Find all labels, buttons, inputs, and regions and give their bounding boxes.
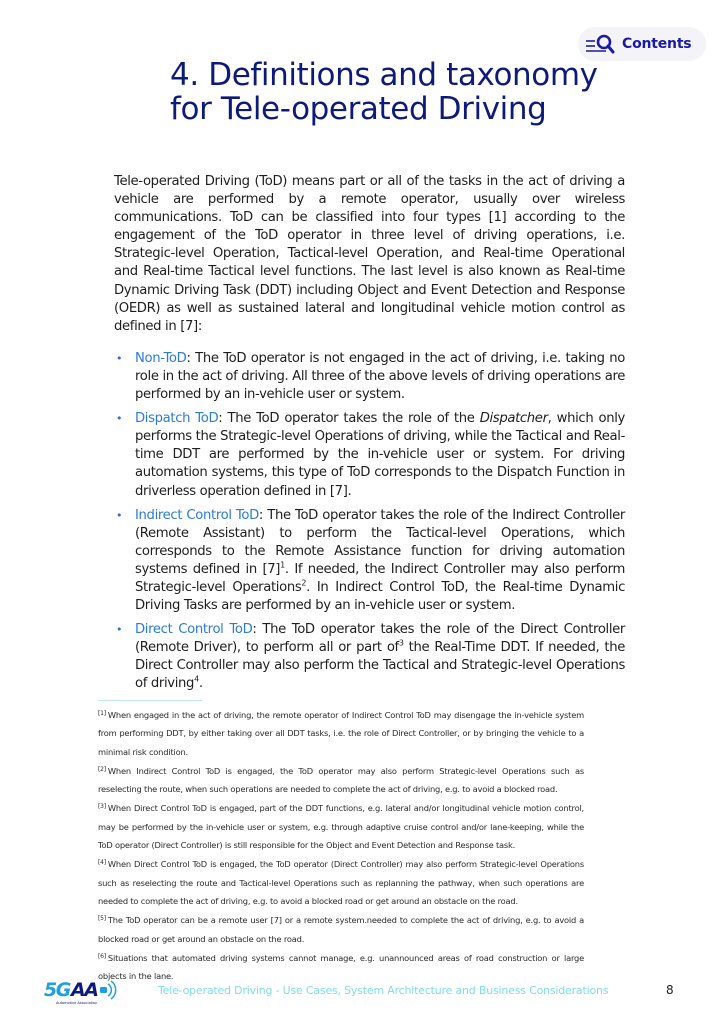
footnote-mark: [2] (98, 765, 106, 773)
footnote-5 (98, 910, 584, 948)
footnote-mark: [4] (98, 859, 106, 867)
footnote-mark: [1] (98, 710, 106, 717)
list-item-indirect-control-tod (114, 507, 625, 616)
intro-paragraph: Tele-operated Driving (ToD) means part or all of the tasks in the act of driving a vehicle are performed by a remote operator, usually over wireless communications. ToD can be classified into four types [1] according to the engagement of the ToD operator in three level of driving operations, i.e. Strategic-level Operation, Tactical-level Operation, and Real-time Operational and Real-time Tactical level functions. The last level is also known as Real-time Dynamic Driving Task (DDT) including Object and Event Detection and Response (OEDR) as well as sustained lateral and longitudinal vehicle motion control as defined in [7]: (114, 174, 625, 334)
footnote-2 (98, 761, 584, 799)
footnote-mark: [3] (98, 803, 106, 811)
footnote-text: When engaged in the act of driving, the remote operator of Indirect Control ToD may disengage the in-vehicle system from performing DDT, by either taking over all DDT tasks, i.e. the role of Direct Controller, or by bringing the vehicle to a minimal risk condition. (98, 710, 584, 757)
footnote-mark: [6] (98, 952, 106, 960)
definition-text: , which only performs the Strategic-level Operations of driving, while the Tactical and Real-time DDT are performed by the in-vehicle user or system. For driving automation systems, this type of ToD corresponds to the Dispatch Function in driverless operation defined in [7]. (135, 411, 625, 499)
footnote-ref-3[interactable]: 3 (398, 638, 404, 648)
bullet-icon: • (116, 508, 123, 522)
term-indirect-control-tod: Indirect Control ToD (135, 507, 259, 523)
svg-text:Automotive Association: Automotive Association (56, 1001, 98, 1005)
bullet-icon: • (116, 412, 123, 426)
bullet-icon: • (116, 623, 123, 637)
contents-search-icon (584, 33, 620, 55)
svg-text:AA: AA (71, 979, 98, 1001)
footnote-mark: [5] (98, 915, 106, 923)
list-item-non-tod (114, 350, 625, 404)
list-item-dispatch-tod (114, 410, 625, 500)
definition-text: . (198, 676, 203, 692)
5gaa-logo (44, 976, 124, 1006)
page-title (170, 58, 690, 126)
definition-text: : The ToD operator takes the role of the (218, 411, 480, 427)
contents-label: Contents (622, 36, 692, 52)
footnote-text: When Indirect Control ToD is engaged, the ToD operator may also perform Strategic-level Operations such as reselecting the route, when such operations are needed to complete the act of driving, e.g. to avoid a blocked road. (98, 765, 584, 795)
footnote-divider (98, 700, 202, 701)
term-dispatch-tod: Dispatch ToD (135, 411, 219, 427)
definition-text: the Real-Time DDT. If needed, the Direct Controller may also perform the Tactical and Strategic-level Operations of driving (135, 640, 625, 692)
main-content (114, 173, 625, 700)
title-line-2: for Tele-operated Driving (170, 91, 547, 127)
footnote-text: When Direct Control ToD is engaged, the ToD operator (Direct Controller) may also perform Strategic-level Operations such as reselecting the route and Tactical-level Operations such as replanning the pathway, when such operations are needed to complete the act of driving, e.g. to avoid a blocked road or get around an obstacle on the road. (98, 859, 584, 906)
emphasis-dispatcher: Dispatcher (479, 411, 548, 427)
footnotes (98, 705, 584, 985)
definition-text: : The ToD operator is not engaged in the act of driving, i.e. taking no role in the act of driving. All three of the above levels of driving operations are performed by an in-vehicle user or system. (135, 350, 625, 403)
footnote-text: Situations that automated driving systems cannot manage, e.g. unannounced areas of road construction or large objects in the lane. (98, 952, 584, 982)
tod-types-list (114, 350, 625, 694)
footnote-text: The ToD operator can be a remote user [7] or a remote system.needed to complete the act of driving, e.g. to avoid a blocked road or get around an obstacle on the road. (98, 915, 584, 944)
footnote-4 (98, 854, 584, 910)
footer-document-title: Tele-operated Driving - Use Cases, System Architecture and Business Considerations (158, 984, 609, 997)
contents-button[interactable] (578, 27, 706, 61)
title-line-1: 4. Definitions and taxonomy (170, 57, 598, 93)
definition-text: : The ToD operator takes the role of the Direct Controller (Remote Driver), to perform all or part of (135, 622, 625, 656)
footnote-text: When Direct Control ToD is engaged, part of the DDT functions, e.g. lateral and/or longitudinal vehicle motion control, may be performed by the in-vehicle user or system, e.g. through adaptive cruise control and/or lane-keeping, while the ToD operator (Direct Controller) is still responsible for the Object and Event Detection and Response task. (98, 803, 584, 851)
footnote-6 (98, 948, 584, 986)
svg-text:5G: 5G (44, 979, 70, 1001)
footnote-ref-1[interactable]: 1 (280, 560, 285, 570)
term-direct-control-tod: Direct Control ToD (135, 622, 253, 638)
footnote-1 (98, 705, 584, 761)
definition-text: . If needed, the Indirect Controller may also perform Strategic-level Operations (135, 561, 625, 595)
page-number: 8 (666, 983, 674, 997)
definition-text: : The ToD operator takes the role of the Indirect Controller (Remote Assistant) to perform the Tactical-level Operations, which corresponds to the Remote Assistance function for driving automation systems defined in [7] (135, 507, 625, 577)
footnote-3 (98, 798, 584, 854)
footnote-ref-4[interactable]: 4 (194, 675, 199, 685)
bullet-icon: • (116, 351, 123, 365)
term-non-tod: Non-ToD (135, 350, 187, 366)
footnote-ref-2[interactable]: 2 (301, 578, 307, 588)
definition-text: . In Indirect Control ToD, the Real-time Dynamic Driving Tasks are performed by an in-vehicle user or system. (135, 579, 625, 614)
list-item-direct-control-tod (114, 621, 625, 693)
